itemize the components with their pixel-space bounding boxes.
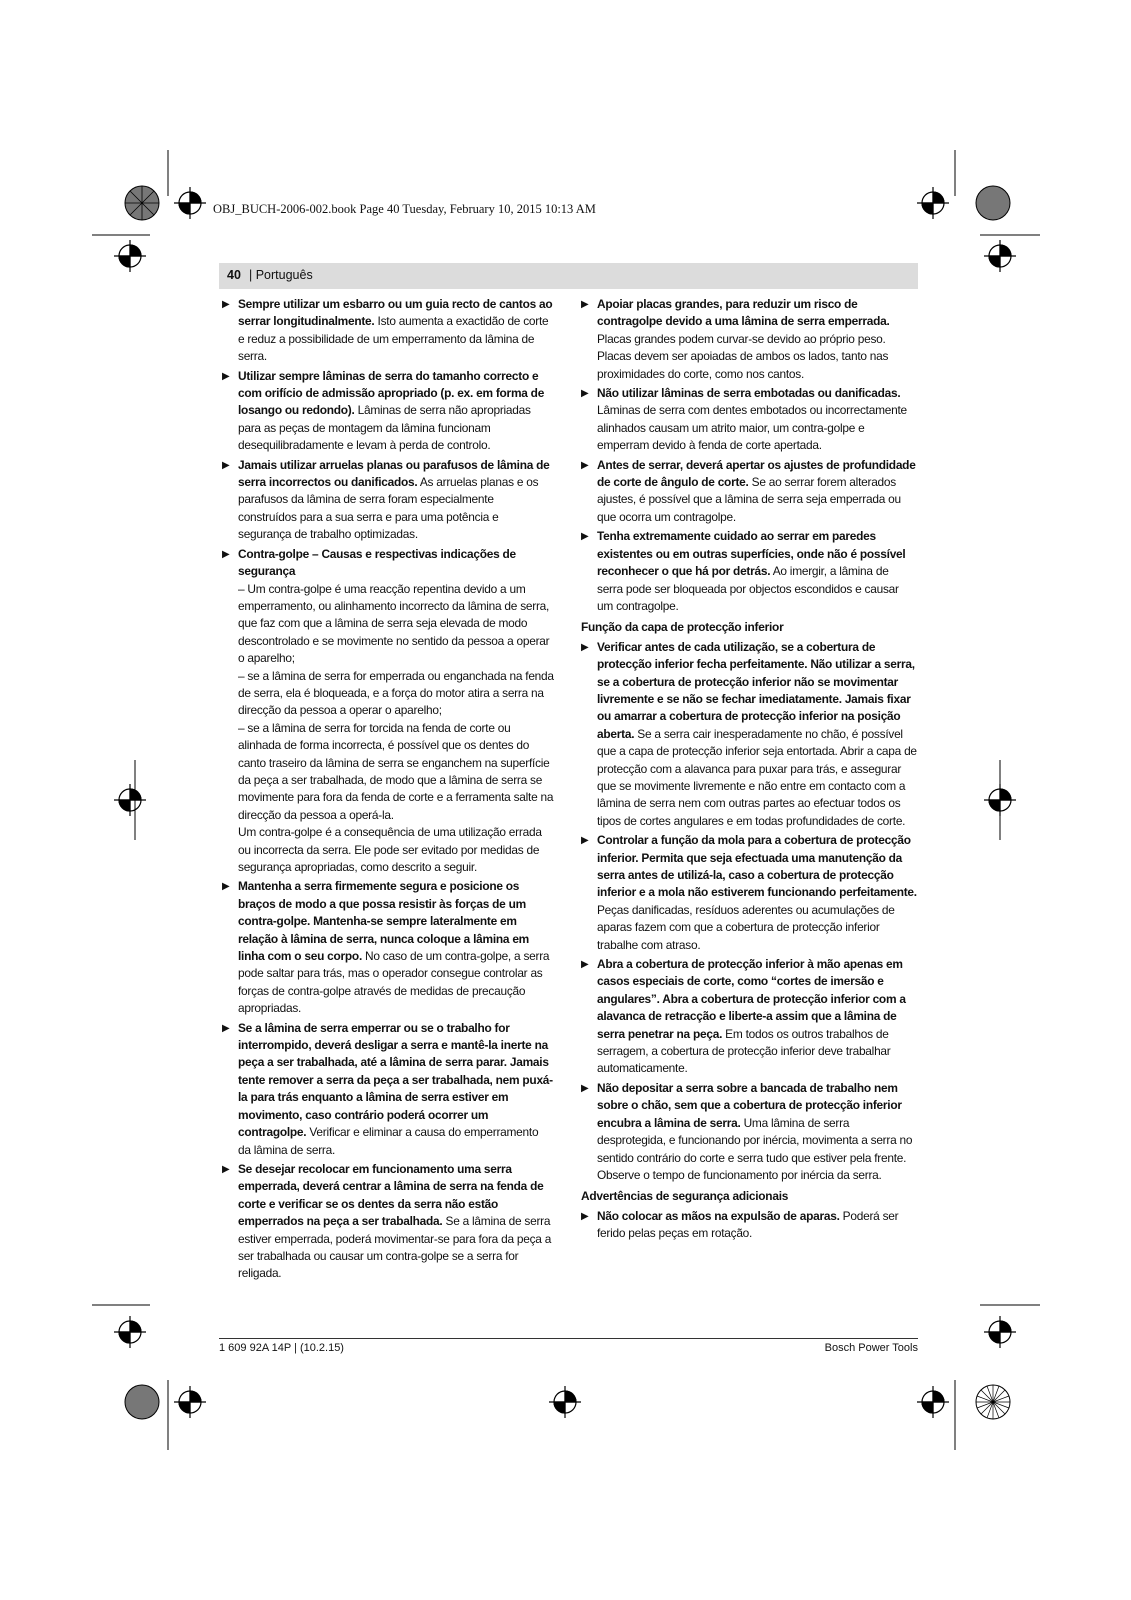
safety-item: ▶ Não utilizar lâminas de serra embotadas ou danificadas. Lâminas de serra com dentes embotados ou incorrectamente alinhados causam um atrito maior, um contra-golpe e emperram devido à fenda de corte apertada. [581, 386, 907, 453]
safety-item: ▶ Se desejar recolocar em funcionamento uma serra emperrada, deverá centrar a lâmina de serra na fenda de corte e verificar se os dentes da serra não estão emperrados na peça a ser trabalhada. Se a lâmina de serra estiver emperrada, poderá movimentar-se para fora da peça a ser trabalhada ou causar um contra-golpe se a serra for religada. [222, 1161, 552, 1281]
triangle-right-icon: ▶ [581, 388, 589, 400]
safety-item: ▶ Tenha extremamente cuidado ao serrar em paredes existentes ou em outras superfícies, onde não é possível reconhecer o que há por detrás. Ao imergir, a lâmina de serra pode ser bloqueada por objectos escondidos e causar um contragolpe. [581, 529, 906, 613]
safety-item: ▶ Utilizar sempre lâminas de serra do tamanho correcto e com orifício de admissão apropriado (p. ex. em forma de losango ou redondo). Lâminas de serra não apropriadas para as peças de montagem da lâmina funcionam desequilibradamente e levam à perda de controlo. [222, 368, 545, 453]
triangle-right-icon: ▶ [222, 548, 230, 560]
triangle-right-icon: ▶ [222, 459, 230, 471]
safety-item: ▶ Jamais utilizar arruelas planas ou parafusos de lâmina de serra incorrectos ou danificados. As arruelas planas e os parafusos da lâmina de serra foram especialmente construídos para a sua serra e para uma potência e segurança de trabalho optimizadas. [222, 457, 550, 542]
triangle-right-icon: ▶ [581, 959, 589, 971]
page-language: | Português [249, 268, 313, 282]
safety-item: ▶ Não depositar a serra sobre a bancada de trabalho nem sobre o chão, sem que a cobertura de protecção inferior encubra a lâmina de serra. Uma lâmina de serra desprotegida, e funcionando por inércia, movimenta a serra no sentido contrário do corte e serra tudo que estiver pela frente. Observe o tempo de funcionamento por inércia da serra. [581, 1080, 913, 1182]
safety-item: ▶ Não colocar as mãos na expulsão de aparas. Poderá ser ferido pelas peças em rotação. [581, 1208, 899, 1241]
section-heading-lower-guard: Função da capa de protecção inferior [581, 620, 784, 635]
triangle-right-icon: ▶ [581, 641, 589, 653]
triangle-right-icon: ▶ [581, 531, 589, 543]
kickback-paragraph: Um contra-golpe é a consequência de uma utilização errada ou incorrecta da serra. Ele pode ser evitado por medidas de segurança apropriadas, como descrito a seguir. [238, 825, 542, 874]
left-column [222, 296, 554, 1285]
triangle-right-icon: ▶ [581, 299, 589, 310]
right-column [581, 296, 917, 1245]
safety-item: ▶ Se a lâmina de serra emperrar ou se o trabalho for interrompido, deverá desligar a serra e mantê-la inerte na peça a ser trabalhada, até a lâmina de serra parar. Jamais tente remover a serra da peça a ser trabalhada, nem puxá-la para trás enquanto a lâmina de serra estiver em movimento, caso contrário poderá ocorrer um contragolpe. Verificar e eliminar a causa do emperramento da lâmina de serra. [222, 1020, 553, 1157]
kickback-paragraph: – se a lâmina de serra for torcida na fenda de corte ou alinhada de forma incorrecta, é possível que os dentes do canto traseiro da lâmina de serra se enganchem na superfície da peça a ser trabalhada, de modo que a lâmina de serra se movimente para fora da fenda de corte e a ferramenta salte na direcção da pessoa a operá-la. [238, 720, 554, 822]
page-number: 40 [227, 268, 241, 282]
safety-item: ▶ Controlar a função da mola para a cobertura de protecção inferior. Permita que seja efectuada uma manutenção da serra antes de utilizá-la, caso a cobertura de protecção inferior e a mola não estiverem funcionando perfeitamente. Peças danificadas, resíduos aderentes ou acumulações de aparas fazem com que a cobertura de protecção inferior trabalhe com atraso. [581, 833, 917, 952]
book-info-line: OBJ_BUCH-2006-002.book Page 40 Tuesday, February 10, 2015 10:13 AM [213, 202, 596, 216]
section-heading-additional-warnings: Advertências de segurança adicionais [581, 1189, 789, 1204]
triangle-right-icon: ▶ [581, 1082, 589, 1094]
triangle-right-icon: ▶ [581, 1210, 589, 1222]
kickback-paragraph: – se a lâmina de serra for emperrada ou enganchada na fenda de serra, ela é bloqueada, e a força do motor atira a serra na direcção da pessoa a operar o aparelho; [238, 668, 554, 718]
safety-item: ▶ Antes de serrar, deverá apertar os ajustes de profundidade de corte de ângulo de corte. Se ao serrar forem alterados ajustes, é possível que a lâmina de serra seja emperrada ou que ocorra um contragolpe. [581, 457, 916, 524]
triangle-right-icon: ▶ [222, 370, 230, 382]
safety-item: ▶ Sempre utilizar um esbarro ou um guia recto de cantos ao serrar longitudinalmente. Isto aumenta a exactidão de corte e reduz a possibilidade de um emperramento da lâmina de serra. [222, 297, 553, 364]
footer-divider [219, 1338, 918, 1339]
footer-brand: Bosch Power Tools [824, 1342, 918, 1354]
triangle-right-icon: ▶ [222, 299, 230, 310]
safety-item: ▶ Abra a cobertura de protecção inferior à mão apenas em casos especiais de corte, como “cortes de imersão e angulares”. Abra a cobertura de protecção inferior com a alavanca de retracção e liberte-a assim que a lâmina de serra penetrar na peça. Em todos os outros trabalhos de serragem, a cobertura de protecção inferior deve trabalhar automaticamente. [581, 957, 906, 1076]
footer-doc-number: 1 609 92A 14P | (10.2.15) [219, 1342, 344, 1354]
triangle-right-icon: ▶ [581, 835, 589, 847]
triangle-right-icon: ▶ [222, 1163, 230, 1175]
page-header-bar [219, 263, 918, 289]
triangle-right-icon: ▶ [222, 881, 230, 893]
safety-item: ▶ Mantenha a serra firmemente segura e posicione os braços de modo a que possa resistir às forças de um contra-golpe. Mantenha-se sempre lateralmente em relação à lâmina de serra, nunca coloque a lâmina em linha com o seu corpo. No caso de um contra-golpe, a serra pode saltar para trás, mas o operador consegue controlar as forças de contra-golpe através de medidas de precaução apropriadas. [222, 879, 550, 1016]
safety-item-kickback: ▶ Contra-golpe – Causas e respectivas indicações de segurança – Um contra-golpe é uma reacção repentina devido a um emperramento, ou alinhamento incorrecto da lâmina de serra, que faz com que a lâmina de serra seja elevada de modo descontrolado e se movimente no sentido da pessoa a operar o aparelho; – se a lâmina de serra for emperrada ou enganchada na fenda de serra, ela é bloqueada, e a força do motor atira a serra na direcção da pessoa a operar o aparelho; – se a lâmina de serra for torcida na fenda de corte ou alinhada de forma incorrecta, é possível que os dentes do canto traseiro da lâmina de serra se enganchem na superfície da peça a ser trabalhada, de modo que a lâmina de serra se movimente para fora da fenda de corte e a ferramenta salte na direcção da pessoa a operá-la. Um contra-golpe é a consequência de uma utilização errada ou incorrecta da serra. Ele pode ser evitado por medidas de segurança apropriadas, como descrito a seguir. [222, 546, 554, 877]
kickback-paragraph: – Um contra-golpe é uma reacção repentina devido a um emperramento, ou alinhamento incorrecto da lâmina de serra, que faz com que a lâmina de serra seja elevada de modo descontrolado e se movimente no sentido da pessoa a operar o aparelho; [238, 581, 550, 666]
triangle-right-icon: ▶ [581, 459, 589, 471]
safety-item: ▶ Apoiar placas grandes, para reduzir um risco de contragolpe devido a uma lâmina de serra emperrada. Placas grandes podem curvar-se devido ao próprio peso. Placas devem ser apoiadas de ambos os lados, tanto nas proximidades do corte, como nos cantos. [581, 297, 890, 381]
safety-item: ▶ Verificar antes de cada utilização, se a cobertura de protecção inferior fecha perfeitamente. Não utilizar a serra, se a cobertura de protecção inferior não se movimentar livremente e se não se fechar imediatamente. Jamais fixar ou amarrar a cobertura de protecção inferior na posição aberta. Se a serra cair inesperadamente no chão, é possível que a capa de protecção inferior seja entortada. Abrir a capa de protecção com a alavanca para puxar para trás, e assegurar que se movimente livremente e não entre em contacto com a lâmina de serra nem com outras partes ao efectuar todos os tipos de cortes angulares e em todas profundidades de corte. [581, 639, 917, 828]
triangle-right-icon: ▶ [222, 1022, 230, 1034]
